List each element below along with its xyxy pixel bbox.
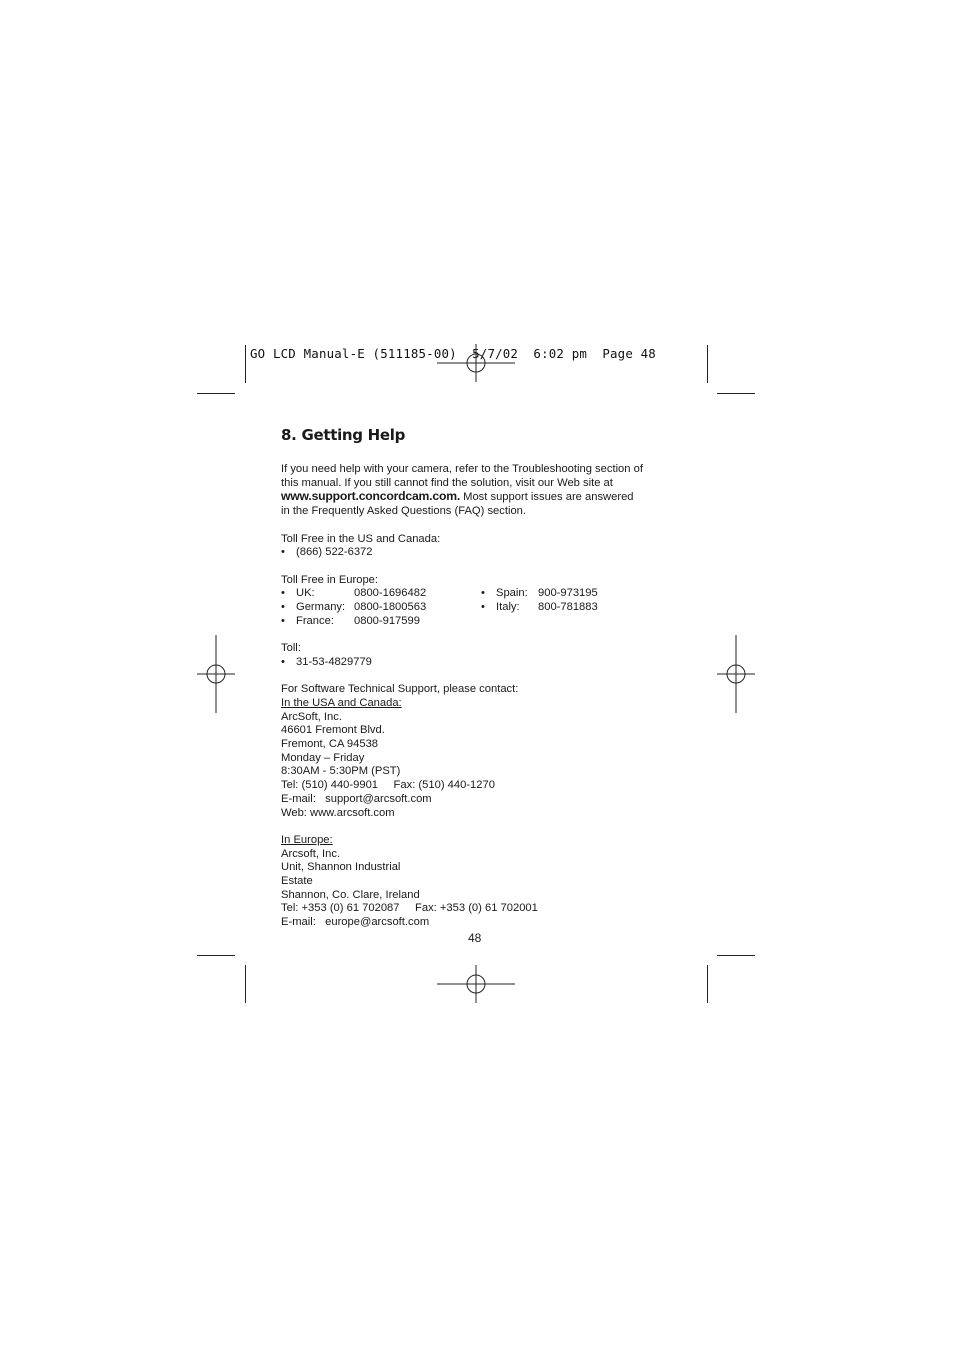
usa-heading: In the USA and Canada: xyxy=(281,696,402,709)
page-title: 8. Getting Help xyxy=(281,426,406,444)
crop-mark-bottom-right-v xyxy=(707,965,708,1003)
bullet: • xyxy=(281,601,285,613)
europe-numbers-grid xyxy=(281,587,681,628)
country-number: 0800-1696482 xyxy=(354,587,427,600)
europe-heading: In Europe: xyxy=(281,833,333,846)
country-number: 0800-917599 xyxy=(354,614,420,627)
bullet: • xyxy=(281,587,285,600)
country-label: Italy: xyxy=(496,601,520,613)
crop-mark-top-right-h xyxy=(717,393,755,394)
country-label: France: xyxy=(296,614,334,627)
europe-line-company: Arcsoft, Inc. xyxy=(281,847,341,860)
europe-numbers-left xyxy=(281,587,481,628)
toll-free-us-label: Toll Free in the US and Canada: xyxy=(281,532,441,545)
intro-line-3 xyxy=(281,490,681,505)
support-url-link[interactable]: www.support.concordcam.com. xyxy=(281,489,461,504)
toll-label: Toll: xyxy=(281,642,301,655)
country-number: 0800-1800563 xyxy=(354,601,427,613)
crop-mark-top-left-h xyxy=(197,393,235,394)
country-number: 800-781883 xyxy=(538,601,598,613)
page-number: 48 xyxy=(468,931,482,945)
intro-line-1: If you need help with your camera, refer to the Troubleshooting section of xyxy=(281,463,643,475)
europe-line-estate: Estate xyxy=(281,875,313,888)
country-label: Germany: xyxy=(296,601,346,613)
country-number: 900-973195 xyxy=(538,587,598,600)
usa-line-street: 46601 Fremont Blvd. xyxy=(281,724,385,737)
registration-mark-top-icon xyxy=(437,344,515,382)
crop-mark-bottom-right-h xyxy=(717,955,755,956)
list-item xyxy=(281,615,481,629)
europe-line-city: Shannon, Co. Clare, Ireland xyxy=(281,888,420,901)
usa-line-company: ArcSoft, Inc. xyxy=(281,710,342,723)
crop-mark-bottom-left-h xyxy=(197,955,235,956)
country-label: Spain: xyxy=(496,587,528,600)
bullet: • xyxy=(481,601,485,613)
bullet: • xyxy=(281,546,285,559)
page-content xyxy=(281,424,681,930)
crop-mark-top-right-v xyxy=(707,345,708,383)
intro-line-4: in the Frequently Asked Questions (FAQ) section. xyxy=(281,505,526,518)
software-support-intro: For Software Technical Support, please contact: xyxy=(281,683,519,696)
registration-mark-left-icon xyxy=(197,635,235,713)
usa-line-tel-fax: Tel: (510) 440-9901 Fax: (510) 440-1270 xyxy=(281,779,495,792)
print-slug: GO LCD Manual-E (511185-00) 5/7/02 6:02 pm Page 48 xyxy=(250,346,656,361)
usa-line-city: Fremont, CA 94538 xyxy=(281,738,379,750)
list-item xyxy=(481,601,681,615)
bullet: • xyxy=(481,587,485,600)
list-item xyxy=(281,656,681,670)
crop-mark-bottom-left-v xyxy=(245,965,246,1003)
list-item xyxy=(481,587,681,601)
europe-numbers-right xyxy=(481,587,681,628)
toll-number: 31-53-4829779 xyxy=(296,655,372,668)
europe-line-tel-fax: Tel: +353 (0) 61 702087 Fax: +353 (0) 61 702001 xyxy=(281,902,538,915)
europe-line-unit: Unit, Shannon Industrial xyxy=(281,861,401,874)
registration-mark-bottom-icon xyxy=(437,965,515,1003)
registration-mark-right-icon xyxy=(717,635,755,713)
intro-line-3-text: Most support issues are answered xyxy=(460,491,634,504)
usa-line-days: Monday – Friday xyxy=(281,751,365,764)
toll-free-europe-label: Toll Free in Europe: xyxy=(281,573,379,586)
usa-line-web: Web: www.arcsoft.com xyxy=(281,806,395,819)
bullet: • xyxy=(281,655,285,668)
intro-line-2: this manual. If you still cannot find the solution, visit our Web site at xyxy=(281,476,613,489)
bullet: • xyxy=(281,614,285,627)
list-item xyxy=(281,546,681,560)
country-label: UK: xyxy=(296,587,315,600)
crop-mark-top-left-v xyxy=(245,345,246,383)
usa-line-hours: 8:30AM - 5:30PM (PST) xyxy=(281,765,401,778)
list-item xyxy=(281,587,481,601)
toll-free-us-number: (866) 522-6372 xyxy=(296,546,373,559)
usa-line-email: E-mail: support@arcsoft.com xyxy=(281,792,432,805)
list-item xyxy=(281,601,481,615)
europe-line-email: E-mail: europe@arcsoft.com xyxy=(281,916,430,929)
